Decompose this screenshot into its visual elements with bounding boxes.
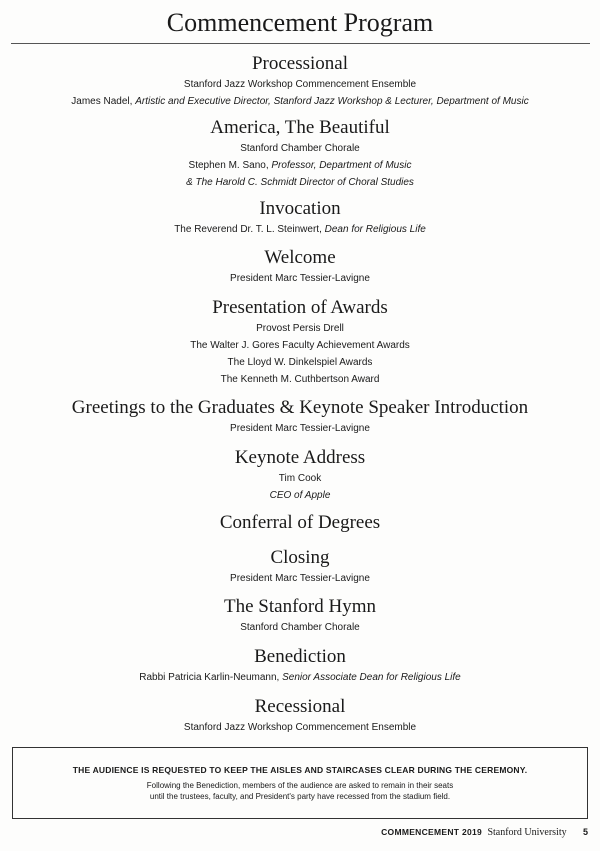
section-line <box>0 420 600 437</box>
title-rule <box>11 43 590 44</box>
program-section <box>0 645 600 686</box>
section-heading: America, The Beautiful <box>210 117 390 138</box>
program-section <box>0 197 600 238</box>
section-line <box>0 174 600 191</box>
line-text: President Marc Tessier-Lavigne <box>230 423 370 434</box>
section-heading: Closing <box>270 547 330 568</box>
line-text: The Lloyd W. Dinkelspiel Awards <box>227 357 373 368</box>
section-line <box>0 140 600 157</box>
line-text: Rabbi Patricia Karlin-Neumann, <box>139 672 283 683</box>
footer-brand: Stanford University <box>487 827 567 838</box>
program-section <box>0 446 600 504</box>
line-italic-text: Artistic and Executive Director, Stanford Jazz Workshop & Lecturer, Department of Music <box>135 96 529 107</box>
line-text: Stephen M. Sano, <box>188 160 272 171</box>
section-heading: Invocation <box>259 198 341 219</box>
line-text: President Marc Tessier-Lavigne <box>230 573 370 584</box>
section-heading: Keynote Address <box>234 447 366 468</box>
section-line <box>0 320 600 337</box>
section-heading: Presentation of Awards <box>212 297 388 318</box>
program-section <box>0 246 600 287</box>
footer-label: COMMENCEMENT 2019 <box>381 827 483 837</box>
notice-title: THE AUDIENCE IS REQUESTED TO KEEP THE AISLES AND STAIRCASES CLEAR DURING THE CEREMONY. <box>72 765 528 775</box>
program-section <box>0 595 600 636</box>
program-section <box>0 695 600 736</box>
line-text: Stanford Jazz Workshop Commencement Ensemble <box>183 79 417 90</box>
page-number: 5 <box>582 827 588 837</box>
program-section <box>0 546 600 587</box>
audience-notice-box <box>12 747 588 819</box>
section-line <box>0 221 600 238</box>
section-heading: Conferral of Degrees <box>219 512 381 533</box>
notice-line-1: Following the Benediction, members of the audience are asked to remain in their seats <box>146 781 454 790</box>
section-heading: Benediction <box>254 646 346 667</box>
line-text: Stanford Chamber Chorale <box>240 143 360 154</box>
section-heading: Greetings to the Graduates & Keynote Speaker Introduction <box>71 397 529 418</box>
section-line <box>0 93 600 110</box>
section-line <box>0 619 600 636</box>
section-line <box>0 487 600 504</box>
program-section <box>0 296 600 388</box>
section-heading: Welcome <box>264 247 336 268</box>
line-text: Stanford Jazz Workshop Commencement Ensemble <box>183 722 417 733</box>
line-text: Tim Cook <box>278 473 322 484</box>
line-text: The Walter J. Gores Faculty Achievement Awards <box>190 340 410 351</box>
line-text: James Nadel, <box>71 96 136 107</box>
line-italic-text: Professor, Department of Music <box>271 160 412 171</box>
section-line <box>0 354 600 371</box>
section-line <box>0 76 600 93</box>
program-section <box>0 116 600 191</box>
line-text: The Reverend Dr. T. L. Steinwert, <box>174 224 325 235</box>
section-line <box>0 719 600 736</box>
program-section <box>0 52 600 110</box>
line-text: The Kenneth M. Cuthbertson Award <box>220 374 380 385</box>
section-line <box>0 270 600 287</box>
line-text: Provost Persis Drell <box>256 323 344 334</box>
section-line <box>0 337 600 354</box>
notice-body <box>13 780 587 802</box>
section-heading: Processional <box>251 53 349 74</box>
section-line <box>0 371 600 388</box>
line-italic-text: & The Harold C. Schmidt Director of Choral Studies <box>186 177 414 188</box>
line-italic-text: CEO of Apple <box>269 490 331 501</box>
page-title: Commencement Program <box>166 8 434 37</box>
section-line <box>0 157 600 174</box>
section-heading: Recessional <box>254 696 346 717</box>
section-line <box>0 470 600 487</box>
notice-line-2: until the trustees, faculty, and President's party have recessed from the stadium field. <box>149 792 451 801</box>
line-italic-text: Senior Associate Dean for Religious Life <box>282 672 461 683</box>
section-line <box>0 669 600 686</box>
program-section <box>0 511 600 535</box>
section-line <box>0 570 600 587</box>
line-text: Stanford Chamber Chorale <box>240 622 360 633</box>
program-section <box>0 396 600 437</box>
section-heading: The Stanford Hymn <box>224 596 376 617</box>
line-italic-text: Dean for Religious Life <box>324 224 426 235</box>
page-footer <box>381 827 588 838</box>
line-text: President Marc Tessier-Lavigne <box>230 273 370 284</box>
